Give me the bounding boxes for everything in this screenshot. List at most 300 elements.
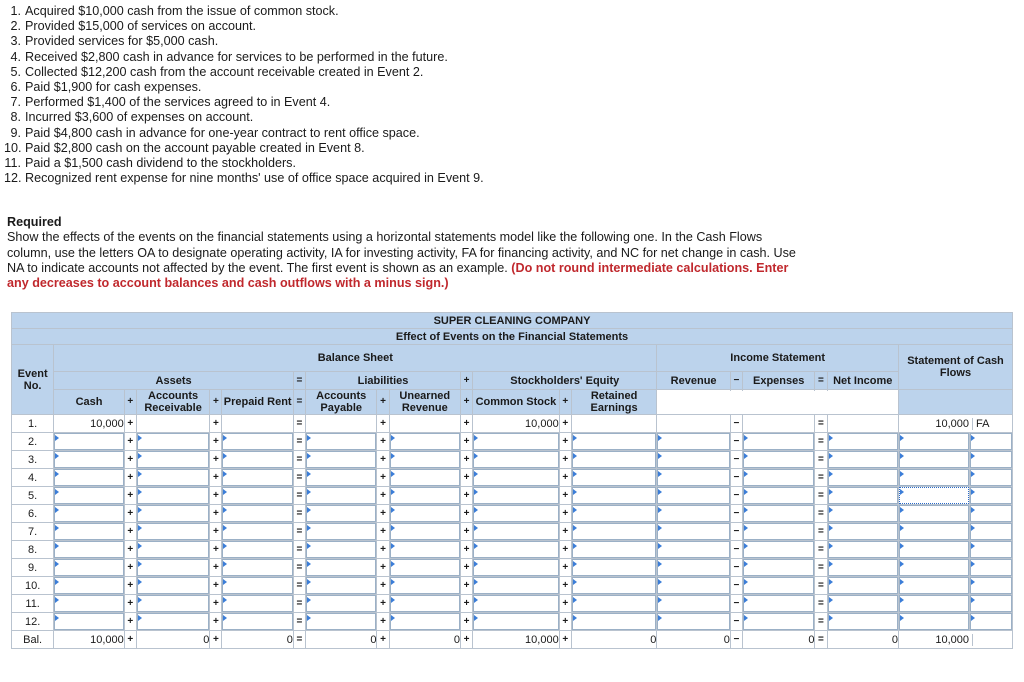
cash-flow-amount-input[interactable]: [899, 469, 969, 486]
unearned-input[interactable]: [390, 523, 460, 540]
cash-input[interactable]: [54, 613, 123, 630]
cash-cell: [54, 523, 124, 541]
input-marker-icon: [55, 489, 59, 495]
revenue-cell: [657, 577, 731, 595]
ar-input[interactable]: [137, 505, 210, 522]
minus-op: −: [730, 613, 742, 631]
expenses-input[interactable]: [743, 577, 815, 594]
input-marker-icon: [391, 489, 395, 495]
cash-input[interactable]: [54, 433, 123, 450]
input-marker-icon: [744, 507, 748, 513]
eq-op: =: [293, 559, 305, 577]
table-row: [12, 541, 1013, 559]
event-number: 6.: [10, 80, 21, 95]
prepaid-header: Prepaid Rent: [222, 390, 293, 415]
input-marker-icon: [829, 561, 833, 567]
prepaid-cell: [222, 613, 293, 631]
event-item: [4, 126, 484, 141]
input-marker-icon: [391, 543, 395, 549]
plus-op: +: [124, 523, 136, 541]
event-no-cell: 7.: [12, 523, 54, 541]
balance-row: [12, 631, 1013, 649]
cash-flow-amount-input[interactable]: [899, 595, 969, 612]
ar-cell: [136, 487, 210, 505]
net_income-input[interactable]: [828, 487, 898, 504]
prepaid-input[interactable]: [222, 523, 292, 540]
common-input[interactable]: [473, 577, 559, 594]
revenue-input[interactable]: [657, 487, 730, 504]
retained-input[interactable]: [572, 451, 657, 468]
ar-input[interactable]: [137, 559, 210, 576]
input-marker-icon: [223, 435, 227, 441]
cash-value: 10,000: [54, 415, 124, 433]
retained-cell: [571, 595, 657, 613]
prepaid-input[interactable]: [222, 505, 292, 522]
cash-input[interactable]: [54, 451, 123, 468]
common-balance: 10,000: [473, 631, 560, 649]
ar-input[interactable]: [137, 433, 210, 450]
ap-input[interactable]: [306, 541, 376, 558]
unearned-value: [389, 415, 460, 433]
cash-flow-activity-input[interactable]: [970, 613, 1012, 630]
common-value: 10,000: [473, 415, 560, 433]
input-marker-icon: [744, 597, 748, 603]
net_income-input[interactable]: [828, 577, 898, 594]
plus-op: +: [559, 595, 571, 613]
prepaid-input[interactable]: [222, 595, 292, 612]
revenue-input[interactable]: [657, 451, 730, 468]
revenue-input[interactable]: [657, 559, 730, 576]
retained-input[interactable]: [572, 523, 657, 540]
cash-cell: [54, 487, 124, 505]
retained-cell: [571, 541, 657, 559]
input-marker-icon: [658, 507, 662, 513]
table-row: [12, 559, 1013, 577]
unearned-input[interactable]: [390, 559, 460, 576]
common-input[interactable]: [473, 523, 559, 540]
common-input[interactable]: [473, 595, 559, 612]
ar-input[interactable]: [137, 541, 210, 558]
retained-input[interactable]: [572, 559, 657, 576]
expenses-input[interactable]: [743, 487, 815, 504]
expenses-cell: [742, 469, 815, 487]
plus-op: +: [461, 613, 473, 631]
eq-op: =: [293, 415, 305, 433]
event-item: [4, 4, 484, 19]
cash-input[interactable]: [54, 505, 123, 522]
cash-flow-activity-input[interactable]: [970, 469, 1012, 486]
plus-op: +: [210, 469, 222, 487]
equals-op: =: [293, 390, 305, 415]
cash-flow-cell: [899, 469, 1013, 487]
plus-op: +: [210, 487, 222, 505]
revenue-input[interactable]: [657, 469, 730, 486]
input-marker-icon: [474, 579, 478, 585]
ar-cell: [136, 505, 210, 523]
expenses-input[interactable]: [743, 541, 815, 558]
ap-input[interactable]: [306, 613, 376, 630]
input-marker-icon: [138, 597, 142, 603]
event-number: 7.: [10, 95, 21, 110]
input-marker-icon: [971, 561, 975, 567]
unearned-input[interactable]: [390, 541, 460, 558]
common-cell: [473, 613, 560, 631]
input-marker-icon: [573, 543, 577, 549]
cash-flow-activity-input[interactable]: [970, 505, 1012, 522]
ap-input[interactable]: [306, 451, 376, 468]
expenses-input[interactable]: [743, 523, 815, 540]
net_income-input[interactable]: [828, 505, 898, 522]
cash-input[interactable]: [54, 541, 123, 558]
ap-input[interactable]: [306, 487, 376, 504]
unearned-input[interactable]: [390, 577, 460, 594]
common-input[interactable]: [473, 541, 559, 558]
common-header: Common Stock: [473, 390, 560, 415]
prepaid-cell: [222, 451, 293, 469]
event-number: 3.: [10, 34, 21, 49]
expenses-cell: [742, 541, 815, 559]
retained-input[interactable]: [572, 487, 657, 504]
minus-op: −: [730, 469, 742, 487]
expenses-input[interactable]: [743, 613, 815, 630]
retained-cell: [571, 505, 657, 523]
input-marker-icon: [138, 561, 142, 567]
plus-op: +: [124, 469, 136, 487]
minus-op: −: [730, 559, 742, 577]
input-marker-icon: [474, 453, 478, 459]
prepaid-input[interactable]: [222, 469, 292, 486]
expenses-input[interactable]: [743, 559, 815, 576]
cash-flow-activity-input[interactable]: [970, 577, 1012, 594]
plus-op: +: [124, 390, 136, 415]
input-marker-icon: [573, 453, 577, 459]
input-marker-icon: [573, 489, 577, 495]
cash-flow-activity-input[interactable]: [970, 559, 1012, 576]
cash-flow-amount-input[interactable]: [899, 559, 969, 576]
event-number: 4.: [10, 49, 21, 64]
input-marker-icon: [223, 579, 227, 585]
ap-input[interactable]: [306, 577, 376, 594]
revenue-input[interactable]: [657, 433, 730, 450]
input-marker-icon: [573, 561, 577, 567]
net_income-cell: [827, 523, 898, 541]
plus-op: +: [377, 541, 389, 559]
cash-flow-cell: [899, 559, 1013, 577]
ar-input[interactable]: [137, 487, 210, 504]
unearned-input[interactable]: [390, 613, 460, 630]
plus-op: +: [461, 469, 473, 487]
cash-cell: [54, 577, 124, 595]
input-marker-icon: [658, 435, 662, 441]
revenue-cell: [657, 613, 731, 631]
equals-op: =: [815, 372, 827, 390]
input-marker-icon: [658, 579, 662, 585]
table-row: [12, 613, 1013, 631]
ar-input[interactable]: [137, 523, 210, 540]
common-input[interactable]: [473, 559, 559, 576]
input-marker-icon: [900, 597, 904, 603]
net_income-input[interactable]: [828, 541, 898, 558]
expenses-input[interactable]: [743, 469, 815, 486]
eq-op: =: [815, 451, 827, 469]
expenses-value: [742, 415, 815, 433]
net_income-input[interactable]: [828, 523, 898, 540]
retained-input[interactable]: [572, 577, 657, 594]
ar-input[interactable]: [137, 577, 210, 594]
retained-input[interactable]: [572, 595, 657, 612]
plus-op: +: [461, 505, 473, 523]
plus-op: +: [461, 451, 473, 469]
prepaid-input[interactable]: [222, 451, 292, 468]
cash-cell: [54, 433, 124, 451]
input-marker-icon: [223, 597, 227, 603]
input-marker-icon: [900, 543, 904, 549]
net_income-cell: [827, 487, 898, 505]
input-marker-icon: [474, 471, 478, 477]
ap-input[interactable]: [306, 505, 376, 522]
cash-flow-amount-input[interactable]: [899, 505, 969, 522]
plus-op: +: [461, 433, 473, 451]
net_income-input[interactable]: [828, 595, 898, 612]
input-marker-icon: [744, 453, 748, 459]
unearned-cell: [389, 559, 460, 577]
ap-cell: [305, 505, 376, 523]
cash-flow-amount-input[interactable]: [899, 577, 969, 594]
input-marker-icon: [829, 543, 833, 549]
event-no-cell: 11.: [12, 595, 54, 613]
ap-input[interactable]: [306, 433, 376, 450]
cash-input[interactable]: [54, 559, 123, 576]
event-text: Received $2,800 cash in advance for services to be performed in the future.: [25, 49, 448, 64]
input-marker-icon: [829, 507, 833, 513]
expenses-cell: [742, 487, 815, 505]
eq-op: =: [293, 613, 305, 631]
revenue-input[interactable]: [657, 505, 730, 522]
input-marker-icon: [307, 453, 311, 459]
cash-flow-cell: [899, 487, 1013, 505]
ar-input[interactable]: [137, 469, 210, 486]
expenses-input[interactable]: [743, 451, 815, 468]
plus-op: +: [559, 433, 571, 451]
revenue-cell: [657, 541, 731, 559]
prepaid-input[interactable]: [222, 487, 292, 504]
ap-input[interactable]: [306, 469, 376, 486]
input-marker-icon: [900, 507, 904, 513]
prepaid-input[interactable]: [222, 577, 292, 594]
minus-op: −: [730, 523, 742, 541]
net_income-cell: [827, 577, 898, 595]
ar-cell: [136, 595, 210, 613]
input-marker-icon: [971, 435, 975, 441]
cash-flow-activity-input[interactable]: [970, 451, 1012, 468]
ap-input[interactable]: [306, 523, 376, 540]
cash-flow-amount-input[interactable]: [899, 433, 969, 450]
plus-op: +: [210, 559, 222, 577]
input-marker-icon: [900, 453, 904, 459]
revenue-input[interactable]: [657, 523, 730, 540]
cash-flow-activity-input[interactable]: [970, 523, 1012, 540]
input-marker-icon: [138, 615, 142, 621]
input-marker-icon: [307, 435, 311, 441]
unearned-input[interactable]: [390, 487, 460, 504]
common-cell: [473, 505, 560, 523]
input-marker-icon: [971, 507, 975, 513]
eq-op: =: [815, 613, 827, 631]
prepaid-cell: [222, 487, 293, 505]
eq-op: =: [815, 469, 827, 487]
cash-flow-amount-input[interactable]: [899, 541, 969, 558]
input-marker-icon: [307, 543, 311, 549]
retained-input[interactable]: [572, 505, 657, 522]
common-input[interactable]: [473, 433, 559, 450]
unearned-input[interactable]: [390, 433, 460, 450]
ar-cell: [136, 613, 210, 631]
common-cell: [473, 595, 560, 613]
plus-op: +: [124, 415, 136, 433]
cash-flow-cell: [899, 613, 1013, 631]
input-marker-icon: [55, 615, 59, 621]
cash-input[interactable]: [54, 577, 123, 594]
event-no-cell: 9.: [12, 559, 54, 577]
retained-input[interactable]: [572, 541, 657, 558]
net_income-input[interactable]: [828, 469, 898, 486]
ar-cell: [136, 433, 210, 451]
plus-op: +: [461, 559, 473, 577]
common-input[interactable]: [473, 451, 559, 468]
expenses-input[interactable]: [743, 433, 815, 450]
event-no-cell: 2.: [12, 433, 54, 451]
input-marker-icon: [55, 561, 59, 567]
prepaid-input[interactable]: [222, 541, 292, 558]
ap-input[interactable]: [306, 595, 376, 612]
cash-cell: [54, 451, 124, 469]
prepaid-input[interactable]: [222, 559, 292, 576]
expenses-input[interactable]: [743, 505, 815, 522]
input-marker-icon: [658, 453, 662, 459]
retained-input[interactable]: [572, 469, 657, 486]
cash-header: Cash: [54, 390, 124, 415]
cash-flow-amount: 10,000: [935, 417, 969, 430]
plus-op: +: [210, 613, 222, 631]
net_income-cell: [827, 613, 898, 631]
input-marker-icon: [138, 525, 142, 531]
eq-op: =: [293, 595, 305, 613]
eq-op: =: [815, 559, 827, 577]
revenue-input[interactable]: [657, 541, 730, 558]
input-marker-icon: [138, 543, 142, 549]
prepaid-cell: [222, 433, 293, 451]
unearned-input[interactable]: [390, 595, 460, 612]
expenses-balance: 0: [742, 631, 815, 649]
retained-cell: [571, 577, 657, 595]
plus-op: +: [124, 451, 136, 469]
common-input[interactable]: [473, 469, 559, 486]
event-item: [4, 95, 484, 110]
cash-flow-amount-input[interactable]: [899, 451, 969, 468]
input-marker-icon: [658, 597, 662, 603]
net_income-input[interactable]: [828, 559, 898, 576]
horizontal-statements-model: [11, 312, 1013, 649]
cash-flow-amount-input[interactable]: [899, 613, 969, 630]
ar-input[interactable]: [137, 595, 210, 612]
revenue-cell: [657, 595, 731, 613]
input-marker-icon: [971, 525, 975, 531]
prepaid-cell: [222, 523, 293, 541]
eq-op: =: [293, 577, 305, 595]
event-item: [4, 80, 484, 95]
cash-flow-activity-input[interactable]: [970, 595, 1012, 612]
cash-flow-activity-input[interactable]: [970, 541, 1012, 558]
plus-op: +: [377, 613, 389, 631]
plus-op: +: [377, 523, 389, 541]
plus-op: +: [559, 559, 571, 577]
net_income-input[interactable]: [828, 433, 898, 450]
prepaid-input[interactable]: [222, 613, 292, 630]
cash-flow-activity-input[interactable]: [970, 487, 1012, 504]
common-input[interactable]: [473, 487, 559, 504]
revenue-input[interactable]: [657, 577, 730, 594]
minus-op: −: [730, 631, 742, 649]
retained-input[interactable]: [572, 613, 657, 630]
unearned-input[interactable]: [390, 505, 460, 522]
input-marker-icon: [307, 615, 311, 621]
unearned-input[interactable]: [390, 469, 460, 486]
retained-cell: [571, 469, 657, 487]
eq-op: =: [815, 595, 827, 613]
cash-flow-activity-input[interactable]: [970, 433, 1012, 450]
input-marker-icon: [391, 453, 395, 459]
input-marker-icon: [55, 597, 59, 603]
cash-cell: [54, 541, 124, 559]
common-input[interactable]: [473, 505, 559, 522]
net_income-input[interactable]: [828, 451, 898, 468]
minus-op: −: [730, 505, 742, 523]
ap-input[interactable]: [306, 559, 376, 576]
equals-op: =: [293, 372, 305, 390]
input-marker-icon: [900, 471, 904, 477]
prepaid-input[interactable]: [222, 433, 292, 450]
event-no-cell: 8.: [12, 541, 54, 559]
cash-flow-cell: [899, 541, 1013, 559]
eq-op: =: [293, 541, 305, 559]
eq-op: =: [815, 577, 827, 595]
retained-cell: [571, 487, 657, 505]
net_income-cell: [827, 433, 898, 451]
expenses-input[interactable]: [743, 595, 815, 612]
cash-input[interactable]: [54, 487, 123, 504]
revenue-input[interactable]: [657, 613, 730, 630]
unearned-input[interactable]: [390, 451, 460, 468]
cash-input[interactable]: [54, 595, 123, 612]
net_income-input[interactable]: [828, 613, 898, 630]
event-no-cell: 5.: [12, 487, 54, 505]
cash-flow-amount-input[interactable]: [899, 523, 969, 540]
cash-input[interactable]: [54, 523, 123, 540]
plus-op: +: [377, 487, 389, 505]
common-input[interactable]: [473, 613, 559, 630]
input-marker-icon: [658, 489, 662, 495]
input-marker-icon: [138, 435, 142, 441]
retained-input[interactable]: [572, 433, 657, 450]
revenue-input[interactable]: [657, 595, 730, 612]
company-title: SUPER CLEANING COMPANY: [12, 313, 1013, 329]
cash-input[interactable]: [54, 469, 123, 486]
ar-input[interactable]: [137, 613, 210, 630]
ar-input[interactable]: [137, 451, 210, 468]
plus-op: +: [210, 631, 222, 649]
plus-op: +: [210, 505, 222, 523]
cash-flow-amount-input[interactable]: [899, 487, 969, 504]
